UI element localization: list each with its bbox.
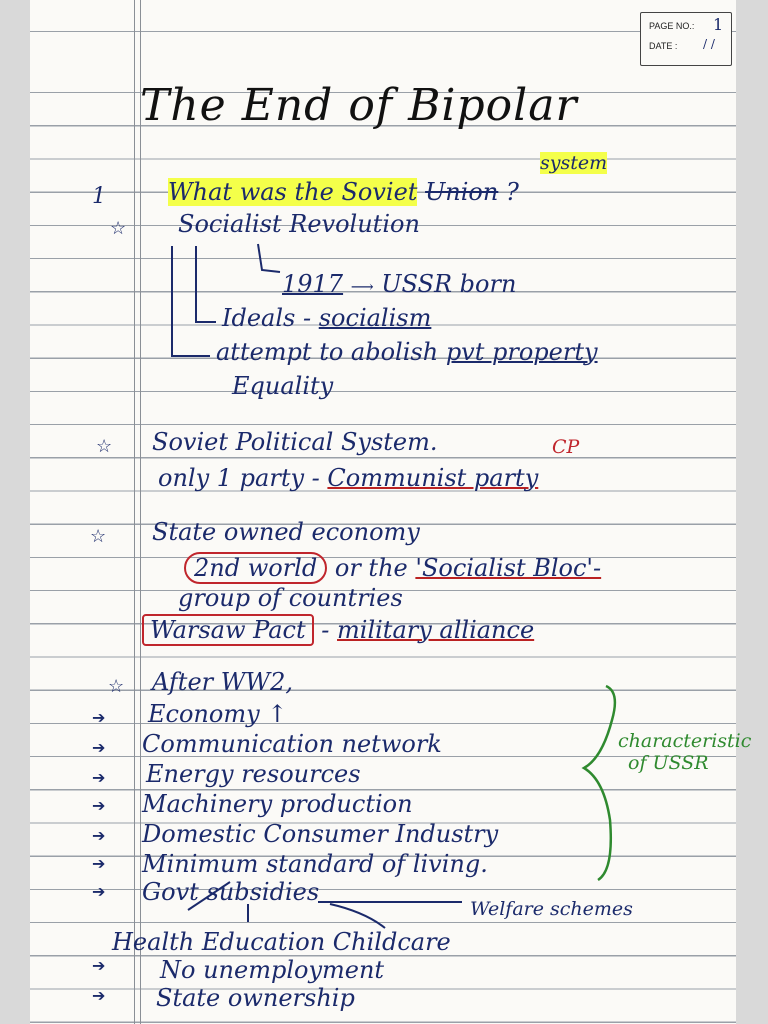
ww2-item: Machinery production <box>142 790 413 818</box>
equality-line: Equality <box>232 372 334 400</box>
connector-line <box>196 246 216 322</box>
arrow-icon: ➔ <box>92 768 106 787</box>
star-bullet: ☆ <box>110 218 127 239</box>
after-ww2-heading: After WW2, <box>152 668 293 696</box>
born-rest: USSR born <box>381 270 517 298</box>
or-the: or the <box>334 554 408 582</box>
arrow-icon: ⟶ <box>350 277 374 296</box>
political-heading: Soviet Political System. <box>152 428 438 456</box>
question-replacement-word: system <box>540 152 608 174</box>
communist-party: Communist party <box>327 464 539 492</box>
connector-line <box>330 904 385 928</box>
ww2-item: Communication network <box>142 730 442 758</box>
bracket-note-1: characteristic <box>618 730 752 752</box>
arrow-icon: ➔ <box>92 956 106 975</box>
star-bullet: ☆ <box>108 676 125 697</box>
arrow-icon: ➔ <box>92 986 106 1005</box>
warsaw-pact: Warsaw Pact <box>142 614 314 646</box>
arrow-icon: ➔ <box>92 854 106 873</box>
arrow-icon: ➔ <box>92 738 106 757</box>
subsidy-item: State ownership <box>156 984 355 1012</box>
date-value: / / <box>703 37 715 51</box>
economy-heading: State owned economy <box>152 518 420 546</box>
star-bullet: ☆ <box>96 436 113 457</box>
page-no-label: PAGE NO.: <box>649 21 695 31</box>
green-bracket <box>584 686 615 880</box>
group-line: group of countries <box>178 584 403 612</box>
connector-line <box>258 244 280 272</box>
question-struck-word: Union <box>425 178 499 206</box>
question-mark: ? <box>505 178 519 206</box>
attempt-label: attempt to abolish <box>216 338 439 366</box>
bracket-note-2: of USSR <box>628 752 709 774</box>
question-text: What was the Soviet <box>168 178 418 206</box>
welfare-schemes: Welfare schemes <box>470 898 633 920</box>
warsaw-dash: - <box>321 616 330 644</box>
page-no-value: 1 <box>713 15 724 34</box>
arrow-icon: ➔ <box>92 796 106 815</box>
born-year: 1917 <box>282 270 344 298</box>
cp-note: CP <box>552 436 580 458</box>
socialist-heading: Socialist Revolution <box>178 210 420 238</box>
subsidy-item: No unemployment <box>160 956 385 984</box>
ww2-item: Economy ↑ <box>148 700 288 728</box>
ww2-item: Energy resources <box>146 760 361 788</box>
ww2-item: Minimum standard of living. <box>142 850 488 878</box>
subsidies-breakdown: Health Education Childcare <box>112 928 451 956</box>
party-label: only 1 party - <box>158 464 320 492</box>
page-title: The End of Bipolar <box>140 80 578 131</box>
arrow-icon: ➔ <box>92 882 106 901</box>
arrow-icon: ➔ <box>92 826 106 845</box>
attempt-value: pvt property <box>445 338 598 366</box>
connector-line <box>188 882 230 910</box>
ww2-item: Govt subsidies <box>142 878 320 906</box>
question-number: 1 <box>92 184 106 209</box>
military-alliance: military alliance <box>337 616 535 644</box>
second-world: 2nd world <box>184 552 327 584</box>
socialist-bloc: 'Socialist Bloc'- <box>415 554 602 582</box>
star-bullet: ☆ <box>90 526 107 547</box>
flow-connectors <box>172 244 462 928</box>
ideals-label: Ideals - <box>222 304 312 332</box>
connector-line <box>172 246 210 356</box>
arrow-icon: ➔ <box>92 708 106 727</box>
ww2-item: Domestic Consumer Industry <box>142 820 499 848</box>
ideals-value: socialism <box>318 304 432 332</box>
date-label: DATE : <box>649 41 678 51</box>
